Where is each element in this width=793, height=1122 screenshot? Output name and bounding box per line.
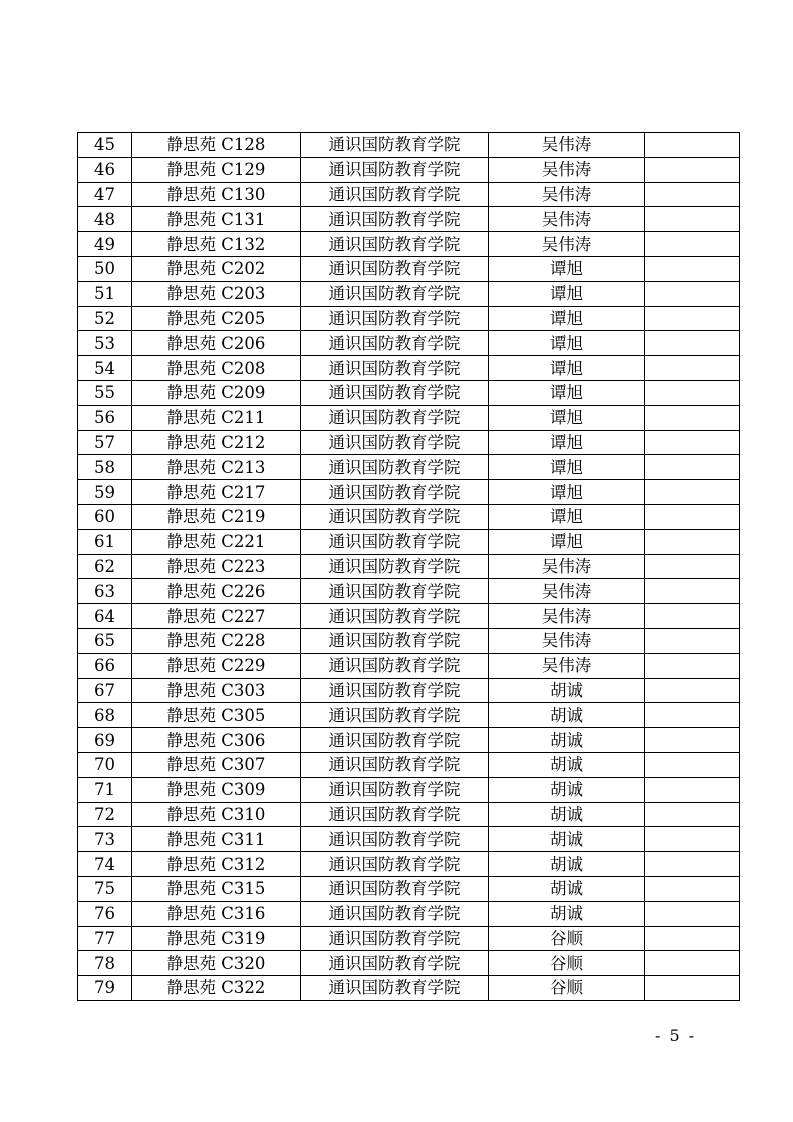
note-cell xyxy=(645,926,740,951)
room-cell: 静思苑 C312 xyxy=(132,852,301,877)
table-row xyxy=(78,306,740,331)
room-cell: 静思苑 C229 xyxy=(132,653,301,678)
note-cell xyxy=(645,777,740,802)
table-row xyxy=(78,926,740,951)
college-cell: 通识国防教育学院 xyxy=(301,876,489,901)
note-cell xyxy=(645,380,740,405)
college-cell: 通识国防教育学院 xyxy=(301,901,489,926)
row-number-cell: 53 xyxy=(78,331,132,356)
room-cell: 静思苑 C322 xyxy=(132,976,301,1001)
college-cell: 通识国防教育学院 xyxy=(301,703,489,728)
row-number-cell: 55 xyxy=(78,380,132,405)
row-number-cell: 62 xyxy=(78,554,132,579)
table-row xyxy=(78,157,740,182)
row-number-cell: 59 xyxy=(78,480,132,505)
college-cell: 通识国防教育学院 xyxy=(301,604,489,629)
college-cell: 通识国防教育学院 xyxy=(301,926,489,951)
row-number-cell: 51 xyxy=(78,281,132,306)
college-cell: 通识国防教育学院 xyxy=(301,653,489,678)
staff-cell: 吴伟涛 xyxy=(489,133,645,158)
table-row xyxy=(78,777,740,802)
room-cell: 静思苑 C208 xyxy=(132,356,301,381)
college-cell: 通识国防教育学院 xyxy=(301,777,489,802)
note-cell xyxy=(645,480,740,505)
staff-cell: 吴伟涛 xyxy=(489,604,645,629)
row-number-cell: 49 xyxy=(78,232,132,257)
room-cell: 静思苑 C221 xyxy=(132,529,301,554)
note-cell xyxy=(645,133,740,158)
note-cell xyxy=(645,728,740,753)
row-number-cell: 48 xyxy=(78,207,132,232)
table-row xyxy=(78,281,740,306)
row-number-cell: 60 xyxy=(78,504,132,529)
row-number-cell: 65 xyxy=(78,628,132,653)
college-cell: 通识国防教育学院 xyxy=(301,976,489,1001)
college-cell: 通识国防教育学院 xyxy=(301,752,489,777)
table-row xyxy=(78,529,740,554)
staff-cell: 谭旭 xyxy=(489,480,645,505)
row-number-cell: 70 xyxy=(78,752,132,777)
note-cell xyxy=(645,157,740,182)
staff-cell: 谭旭 xyxy=(489,455,645,480)
row-number-cell: 75 xyxy=(78,876,132,901)
table-row xyxy=(78,331,740,356)
staff-cell: 吴伟涛 xyxy=(489,207,645,232)
note-cell xyxy=(645,455,740,480)
note-cell xyxy=(645,405,740,430)
room-cell: 静思苑 C130 xyxy=(132,182,301,207)
table-row xyxy=(78,356,740,381)
room-cell: 静思苑 C310 xyxy=(132,802,301,827)
staff-cell: 谭旭 xyxy=(489,380,645,405)
room-cell: 静思苑 C305 xyxy=(132,703,301,728)
staff-cell: 胡诚 xyxy=(489,752,645,777)
table-row xyxy=(78,876,740,901)
row-number-cell: 57 xyxy=(78,430,132,455)
room-cell: 静思苑 C206 xyxy=(132,331,301,356)
note-cell xyxy=(645,802,740,827)
college-cell: 通识国防教育学院 xyxy=(301,133,489,158)
table-row xyxy=(78,951,740,976)
table-row xyxy=(78,504,740,529)
college-cell: 通识国防教育学院 xyxy=(301,628,489,653)
note-cell xyxy=(645,207,740,232)
college-cell: 通识国防教育学院 xyxy=(301,281,489,306)
table-row xyxy=(78,554,740,579)
table-row xyxy=(78,207,740,232)
staff-cell: 谭旭 xyxy=(489,356,645,381)
college-cell: 通识国防教育学院 xyxy=(301,579,489,604)
college-cell: 通识国防教育学院 xyxy=(301,256,489,281)
table-row xyxy=(78,232,740,257)
staff-cell: 胡诚 xyxy=(489,901,645,926)
college-cell: 通识国防教育学院 xyxy=(301,504,489,529)
room-cell: 静思苑 C202 xyxy=(132,256,301,281)
staff-cell: 吴伟涛 xyxy=(489,182,645,207)
college-cell: 通识国防教育学院 xyxy=(301,331,489,356)
note-cell xyxy=(645,281,740,306)
note-cell xyxy=(645,430,740,455)
room-cell: 静思苑 C212 xyxy=(132,430,301,455)
note-cell xyxy=(645,628,740,653)
room-cell: 静思苑 C211 xyxy=(132,405,301,430)
note-cell xyxy=(645,827,740,852)
staff-cell: 胡诚 xyxy=(489,678,645,703)
row-number-cell: 61 xyxy=(78,529,132,554)
staff-cell: 谭旭 xyxy=(489,306,645,331)
table-row xyxy=(78,752,740,777)
staff-cell: 胡诚 xyxy=(489,728,645,753)
note-cell xyxy=(645,678,740,703)
staff-cell: 谭旭 xyxy=(489,405,645,430)
row-number-cell: 47 xyxy=(78,182,132,207)
note-cell xyxy=(645,232,740,257)
room-cell: 静思苑 C319 xyxy=(132,926,301,951)
college-cell: 通识国防教育学院 xyxy=(301,207,489,232)
row-number-cell: 52 xyxy=(78,306,132,331)
room-cell: 静思苑 C129 xyxy=(132,157,301,182)
table-row xyxy=(78,430,740,455)
room-cell: 静思苑 C132 xyxy=(132,232,301,257)
staff-cell: 胡诚 xyxy=(489,827,645,852)
row-number-cell: 66 xyxy=(78,653,132,678)
table-row xyxy=(78,653,740,678)
row-number-cell: 54 xyxy=(78,356,132,381)
row-number-cell: 71 xyxy=(78,777,132,802)
room-cell: 静思苑 C223 xyxy=(132,554,301,579)
room-cell: 静思苑 C309 xyxy=(132,777,301,802)
note-cell xyxy=(645,876,740,901)
table-row xyxy=(78,579,740,604)
college-cell: 通识国防教育学院 xyxy=(301,554,489,579)
room-cell: 静思苑 C307 xyxy=(132,752,301,777)
staff-cell: 吴伟涛 xyxy=(489,157,645,182)
note-cell xyxy=(645,306,740,331)
staff-cell: 吴伟涛 xyxy=(489,653,645,678)
row-number-cell: 73 xyxy=(78,827,132,852)
room-cell: 静思苑 C228 xyxy=(132,628,301,653)
staff-cell: 谭旭 xyxy=(489,529,645,554)
room-cell: 静思苑 C226 xyxy=(132,579,301,604)
row-number-cell: 79 xyxy=(78,976,132,1001)
room-cell: 静思苑 C131 xyxy=(132,207,301,232)
staff-cell: 谭旭 xyxy=(489,504,645,529)
staff-cell: 谷顺 xyxy=(489,976,645,1001)
room-cell: 静思苑 C217 xyxy=(132,480,301,505)
table-row xyxy=(78,480,740,505)
college-cell: 通识国防教育学院 xyxy=(301,951,489,976)
note-cell xyxy=(645,752,740,777)
table-row xyxy=(78,182,740,207)
college-cell: 通识国防教育学院 xyxy=(301,430,489,455)
note-cell xyxy=(645,256,740,281)
row-number-cell: 45 xyxy=(78,133,132,158)
row-number-cell: 63 xyxy=(78,579,132,604)
staff-cell: 谭旭 xyxy=(489,281,645,306)
row-number-cell: 69 xyxy=(78,728,132,753)
college-cell: 通识国防教育学院 xyxy=(301,678,489,703)
table-row xyxy=(78,852,740,877)
note-cell xyxy=(645,951,740,976)
staff-cell: 胡诚 xyxy=(489,777,645,802)
note-cell xyxy=(645,976,740,1001)
staff-cell: 吴伟涛 xyxy=(489,628,645,653)
staff-cell: 谭旭 xyxy=(489,256,645,281)
room-cell: 静思苑 C213 xyxy=(132,455,301,480)
table-row xyxy=(78,976,740,1001)
college-cell: 通识国防教育学院 xyxy=(301,380,489,405)
college-cell: 通识国防教育学院 xyxy=(301,529,489,554)
table-row xyxy=(78,133,740,158)
room-cell: 静思苑 C227 xyxy=(132,604,301,629)
row-number-cell: 68 xyxy=(78,703,132,728)
table-row xyxy=(78,604,740,629)
room-cell: 静思苑 C315 xyxy=(132,876,301,901)
college-cell: 通识国防教育学院 xyxy=(301,232,489,257)
row-number-cell: 64 xyxy=(78,604,132,629)
row-number-cell: 77 xyxy=(78,926,132,951)
staff-cell: 吴伟涛 xyxy=(489,232,645,257)
room-cell: 静思苑 C219 xyxy=(132,504,301,529)
note-cell xyxy=(645,703,740,728)
room-cell: 静思苑 C209 xyxy=(132,380,301,405)
note-cell xyxy=(645,182,740,207)
row-number-cell: 74 xyxy=(78,852,132,877)
staff-cell: 胡诚 xyxy=(489,876,645,901)
staff-cell: 谷顺 xyxy=(489,951,645,976)
staff-cell: 胡诚 xyxy=(489,852,645,877)
staff-cell: 谭旭 xyxy=(489,331,645,356)
staff-cell: 吴伟涛 xyxy=(489,554,645,579)
college-cell: 通识国防教育学院 xyxy=(301,728,489,753)
room-cell: 静思苑 C311 xyxy=(132,827,301,852)
note-cell xyxy=(645,653,740,678)
room-cell: 静思苑 C128 xyxy=(132,133,301,158)
staff-cell: 吴伟涛 xyxy=(489,579,645,604)
room-cell: 静思苑 C306 xyxy=(132,728,301,753)
table-row xyxy=(78,678,740,703)
table-row xyxy=(78,728,740,753)
note-cell xyxy=(645,504,740,529)
room-cell: 静思苑 C316 xyxy=(132,901,301,926)
staff-cell: 胡诚 xyxy=(489,802,645,827)
note-cell xyxy=(645,554,740,579)
staff-cell: 胡诚 xyxy=(489,703,645,728)
room-cell: 静思苑 C203 xyxy=(132,281,301,306)
row-number-cell: 50 xyxy=(78,256,132,281)
college-cell: 通识国防教育学院 xyxy=(301,455,489,480)
table-row xyxy=(78,901,740,926)
dormitory-assignment-table xyxy=(77,132,740,1001)
row-number-cell: 46 xyxy=(78,157,132,182)
row-number-cell: 78 xyxy=(78,951,132,976)
college-cell: 通识国防教育学院 xyxy=(301,157,489,182)
table-row xyxy=(78,380,740,405)
table-row xyxy=(78,628,740,653)
row-number-cell: 72 xyxy=(78,802,132,827)
college-cell: 通识国防教育学院 xyxy=(301,480,489,505)
page-number: - 5 - xyxy=(655,1026,697,1045)
college-cell: 通识国防教育学院 xyxy=(301,306,489,331)
note-cell xyxy=(645,529,740,554)
note-cell xyxy=(645,852,740,877)
note-cell xyxy=(645,331,740,356)
row-number-cell: 76 xyxy=(78,901,132,926)
table-row xyxy=(78,455,740,480)
table-row xyxy=(78,802,740,827)
college-cell: 通识国防教育学院 xyxy=(301,356,489,381)
table-row xyxy=(78,405,740,430)
room-cell: 静思苑 C303 xyxy=(132,678,301,703)
note-cell xyxy=(645,604,740,629)
row-number-cell: 56 xyxy=(78,405,132,430)
staff-cell: 谭旭 xyxy=(489,430,645,455)
college-cell: 通识国防教育学院 xyxy=(301,802,489,827)
staff-cell: 谷顺 xyxy=(489,926,645,951)
college-cell: 通识国防教育学院 xyxy=(301,852,489,877)
note-cell xyxy=(645,356,740,381)
table-row xyxy=(78,703,740,728)
note-cell xyxy=(645,901,740,926)
room-cell: 静思苑 C205 xyxy=(132,306,301,331)
row-number-cell: 67 xyxy=(78,678,132,703)
row-number-cell: 58 xyxy=(78,455,132,480)
table-row xyxy=(78,827,740,852)
college-cell: 通识国防教育学院 xyxy=(301,827,489,852)
college-cell: 通识国防教育学院 xyxy=(301,182,489,207)
table-body xyxy=(78,133,740,1001)
room-cell: 静思苑 C320 xyxy=(132,951,301,976)
college-cell: 通识国防教育学院 xyxy=(301,405,489,430)
note-cell xyxy=(645,579,740,604)
table-row xyxy=(78,256,740,281)
